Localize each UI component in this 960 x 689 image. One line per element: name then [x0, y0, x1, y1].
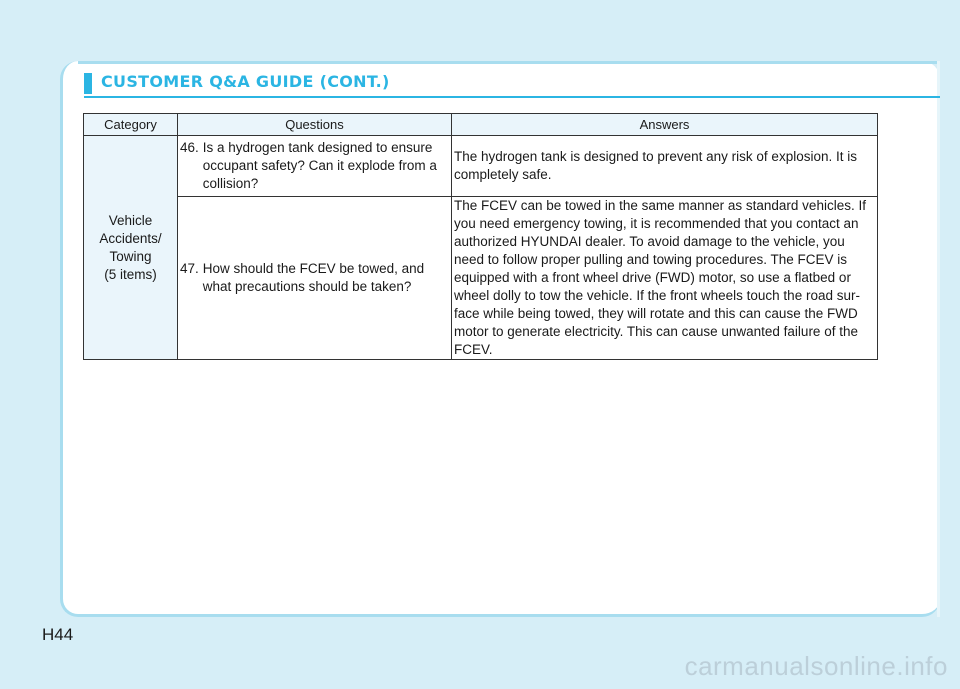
page-right-border: [937, 61, 940, 617]
qa-table: [83, 113, 878, 360]
table-row: [84, 136, 878, 197]
category-line: Accidents/: [99, 230, 162, 246]
table-row: [84, 197, 878, 360]
question-text: Is a hydrogen tank designed to ensure occupant safety? Can it explode from a collision?: [202, 140, 437, 191]
question-text: How should the FCEV be towed, and what precautions should be taken?: [202, 261, 425, 294]
category-line: Towing: [109, 248, 152, 264]
page-number: H44: [42, 625, 74, 644]
question-cell: [178, 197, 452, 360]
answer-cell: The hydrogen tank is designed to prevent any risk of explosion. It is completely safe.: [452, 136, 878, 197]
section-title-marker: [84, 73, 92, 94]
question-number: 46.: [180, 140, 199, 155]
watermark: carmanualsonline.info: [684, 651, 948, 681]
table-header-row: [84, 114, 878, 136]
header-category: Category: [84, 114, 178, 136]
section-title: CUSTOMER Q&A GUIDE (CONT.): [101, 72, 390, 91]
category-line: Vehicle: [108, 212, 153, 228]
header-answers: Answers: [452, 114, 878, 136]
page-top-border: [78, 61, 940, 64]
category-line: (5 items): [104, 266, 157, 282]
question-number: 47.: [180, 261, 199, 276]
question-cell: [178, 136, 452, 197]
section-title-underline: [84, 96, 940, 98]
answer-cell: The FCEV can be towed in the same manner as standard vehicles. If you need emergency towing, it is recommended that you contact an authorized HYUNDAI dealer. To avoid damage to the vehicle, you need to follow proper pulling and towing procedures. The FCEV is equipped with a front wheel drive (FWD) motor, so use a flatbed or wheel dolly to tow the vehicle. If the front wheels touch the road sur-face while being towed, they will rotate and this can cause the FWD motor to generate electricity. This can cause unwanted failure of the FCEV.: [452, 197, 878, 360]
category-cell: [84, 136, 178, 360]
header-questions: Questions: [178, 114, 452, 136]
